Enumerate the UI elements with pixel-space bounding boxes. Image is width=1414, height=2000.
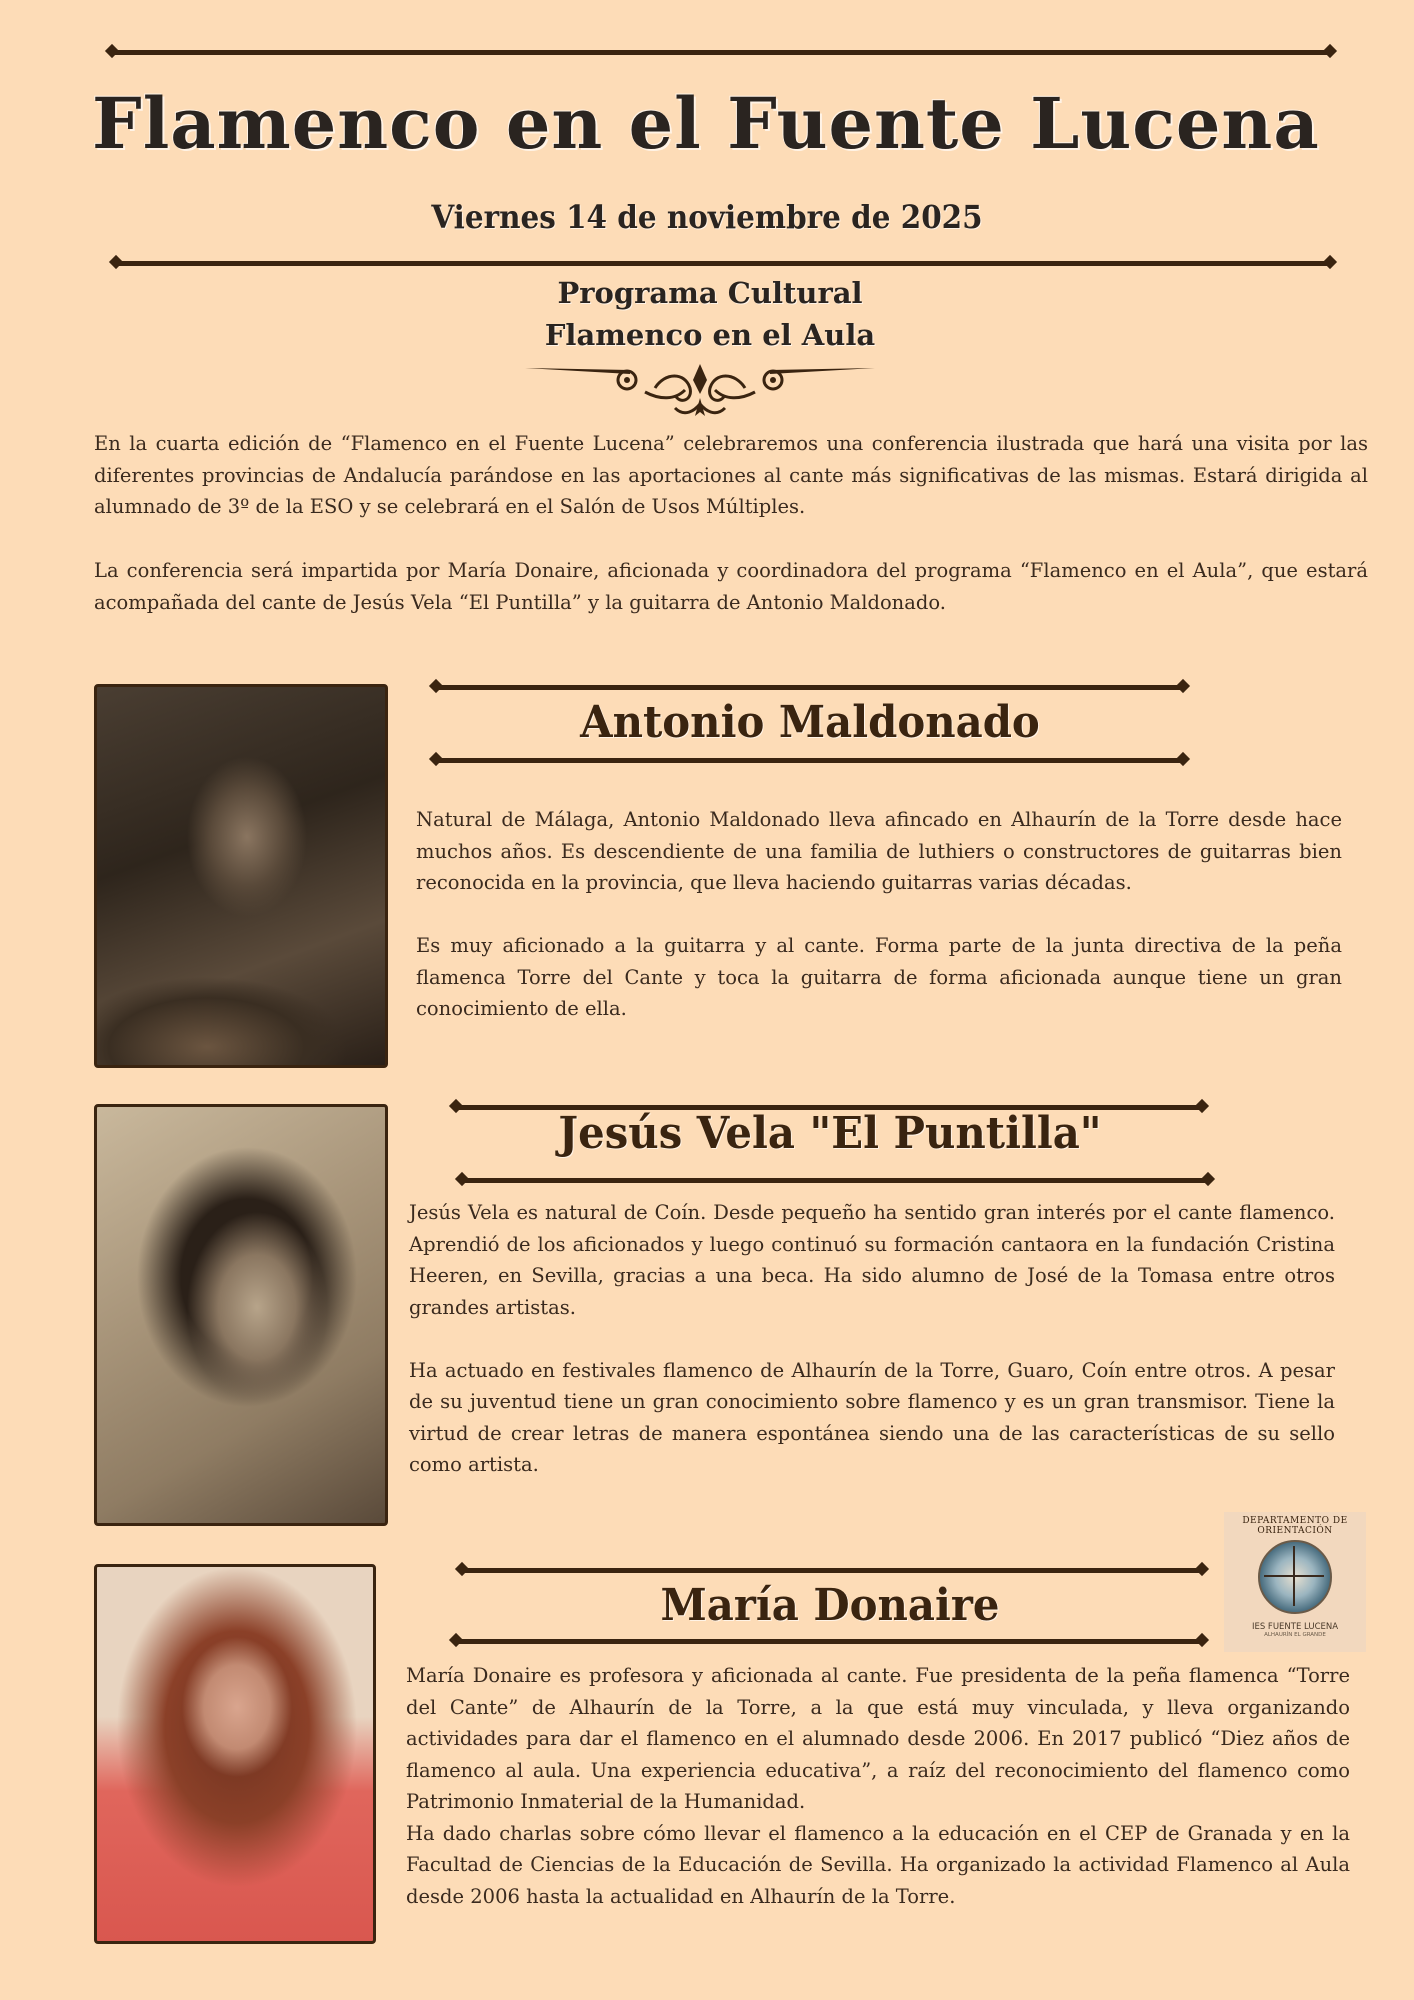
intro-paragraph-2: La conferencia será impartida por María Donaire, aficionada y coordinadora del programa “Flamenco en el Aula”, que estará acompañada del cante de Jesús Vela “El Puntilla” y la guitarra de Antonio Maldonado. bbox=[94, 559, 1368, 614]
photo-caption bbox=[97, 1522, 385, 1523]
program-line-1: Programa Cultural bbox=[557, 276, 863, 310]
department-logo bbox=[1224, 1512, 1366, 1652]
artist-name-jesus: Jesús Vela "El Puntilla" bbox=[558, 1108, 1102, 1159]
maria-top-rule bbox=[462, 1568, 1202, 1573]
antonio-bio-paragraph-2: Es muy aficionado a la guitarra y al cante. Forma parte de la junta directiva de la peña flamenca Torre del Cante y toca la guitarra de forma aficionada aunque tiene un gran conocimiento de ella. bbox=[416, 934, 1342, 1020]
logo-arc-text: DEPARTAMENTO DE ORIENTACIÓN bbox=[1242, 1516, 1348, 1536]
jesus-bottom-rule bbox=[462, 1178, 1208, 1183]
artist-name-maria: María Donaire bbox=[660, 1580, 1000, 1631]
compass-icon bbox=[1258, 1540, 1332, 1614]
maria-bio bbox=[406, 1660, 1350, 1912]
maria-bio-paragraph-1: María Donaire es profesora y aficionada al cante. Fue presidenta de la peña flamenca “Torre del Cante” de Alhaurín de la Torre, a la que está muy vinculada, y lleva organizando actividades para dar el flamenco en el alumnado desde 2006. En 2017 publicó “Diez años de flamenco al aula. Una experiencia educativa”, a raíz del reconocimiento del flamenco como Patrimonio Inmaterial de la Humanidad. bbox=[406, 1664, 1350, 1813]
maria-donaire-photo bbox=[94, 1564, 376, 1944]
logo-school-name: IES FUENTE LUCENA bbox=[1251, 1622, 1339, 1632]
maria-bottom-rule bbox=[456, 1639, 1202, 1644]
maria-bio-paragraph-2: Ha dado charlas sobre cómo llevar el flamenco a la educación en el CEP de Granada y en la Facultad de Ciencias de la Educación de Sevilla. Ha organizado la actividad Flamenco al Aula desde 2006 hasta la actualidad en Alhaurín de la Torre. bbox=[406, 1821, 1350, 1908]
antonio-bottom-rule bbox=[436, 758, 1183, 763]
photo-caption bbox=[97, 1940, 373, 1941]
antonio-maldonado-photo bbox=[94, 684, 388, 1068]
antonio-bio-paragraph-1: Natural de Málaga, Antonio Maldonado lleva afincado en Alhaurín de la Torre desde hace muchos años. Es descendiente de una familia de luthiers o constructores de guitarras bien reconocida en la provincia, que lleva haciendo guitarras varias décadas. bbox=[416, 808, 1342, 894]
jesus-bio-paragraph-1: Jesús Vela es natural de Coín. Desde pequeño ha sentido gran interés por el cante flamenco. Aprendió de los aficionados y luego continuó su formación cantaora en la fundación Cristina Heeren, en Sevilla, gracias a una beca. Ha sido alumno de José de la Tomasa entre otros grandes artistas. bbox=[409, 1201, 1335, 1319]
header-bottom-rule bbox=[116, 261, 1330, 266]
photo-caption bbox=[97, 1064, 385, 1065]
jesus-bio bbox=[409, 1197, 1335, 1481]
jesus-vela-photo bbox=[94, 1104, 388, 1526]
flourish-ornament-icon bbox=[525, 360, 875, 420]
logo-town-name: ALHAURÍN EL GRANDE bbox=[1264, 1632, 1326, 1638]
program-heading bbox=[500, 272, 920, 356]
event-date: Viernes 14 de noviembre de 2025 bbox=[431, 198, 983, 236]
antonio-top-rule bbox=[436, 685, 1183, 690]
header-top-rule bbox=[112, 50, 1330, 55]
page-title: Flamenco en el Fuente Lucena bbox=[92, 82, 1320, 165]
program-line-2: Flamenco en el Aula bbox=[544, 318, 876, 352]
antonio-bio bbox=[416, 804, 1342, 1025]
artist-name-antonio: Antonio Maldonado bbox=[580, 697, 1040, 748]
jesus-bio-paragraph-2: Ha actuado en festivales flamenco de Alhaurín de la Torre, Guaro, Coín entre otros. A pesar de su juventud tiene un gran conocimiento sobre flamenco y es un gran transmisor. Tiene la virtud de crear letras de manera espontánea siendo una de las características de su sello como artista. bbox=[409, 1358, 1335, 1476]
intro-paragraph-1: En la cuarta edición de “Flamenco en el Fuente Lucena” celebraremos una conferencia ilustrada que hará una visita por las diferentes provincias de Andalucía parándose en las aportaciones al cante más significativas de las mismas. Estará dirigida al alumnado de 3º de la ESO y se celebrará en el Salón de Usos Múltiples. bbox=[94, 432, 1368, 518]
